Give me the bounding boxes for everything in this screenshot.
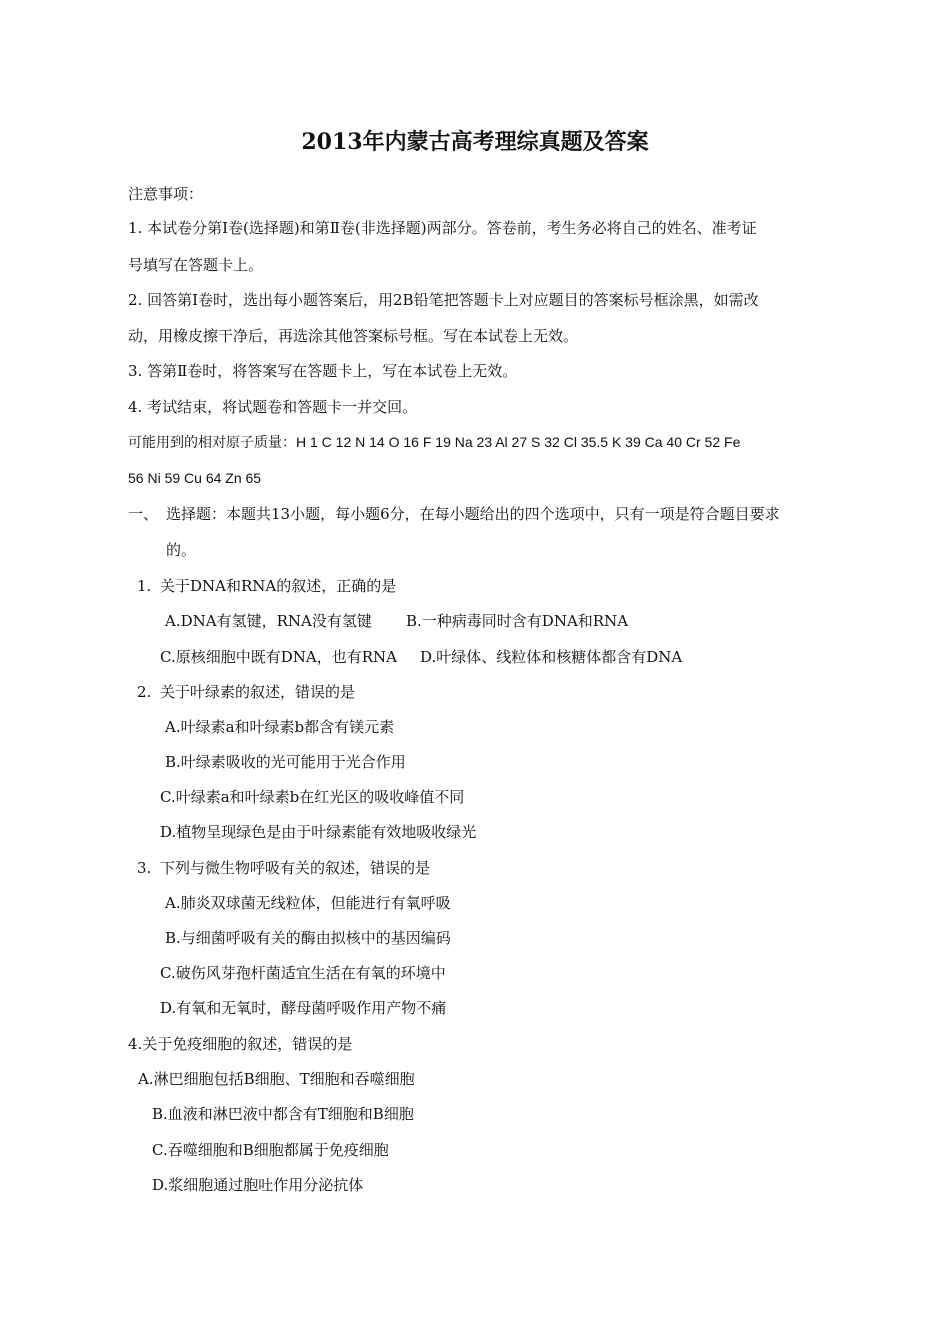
question-2-number: 2.	[137, 683, 152, 701]
question-1-option-d: D.叶绿体、线粒体和核糖体都含有DNA	[420, 648, 683, 666]
section-number: 一、	[128, 505, 159, 523]
page-title: 2013年内蒙古高考理综真题及答案	[301, 129, 649, 155]
question-3-option-b: B.与细菌呼吸有关的酶由拟核中的基因编码	[165, 929, 451, 947]
question-1-number: 1.	[137, 577, 152, 595]
question-4-option-d: D.浆细胞通过胞吐作用分泌抗体	[152, 1176, 364, 1194]
notice-item-1-line-1: 1. 本试卷分第Ⅰ卷(选择题)和第Ⅱ卷(非选择题)两部分。答卷前，考生务必将自己的姓名、准考证	[128, 219, 757, 237]
notice-item-2-line-1: 2. 回答第Ⅰ卷时，选出每小题答案后，用2B铅笔把答题卡上对应题目的答案标号框涂黑，如需改	[128, 291, 759, 309]
question-1-option-b: B.一种病毒同时含有DNA和RNA	[406, 612, 629, 630]
question-4-option-c: C.吞噬细胞和B细胞都属于免疫细胞	[152, 1141, 389, 1159]
question-1-stem: 关于DNA和RNA的叙述，正确的是	[160, 577, 397, 595]
question-1-option-c: C.原核细胞中既有DNA，也有RNA	[160, 648, 397, 666]
notice-item-3: 3. 答第Ⅱ卷时，将答案写在答题卡上，写在本试卷上无效。	[128, 362, 518, 380]
section-heading-line-1: 选择题：本题共13小题，每小题6分，在每小题给出的四个选项中，只有一项是符合题目要求	[166, 505, 780, 523]
question-4-option-b: B.血液和淋巴液中都含有T细胞和B细胞	[152, 1105, 414, 1123]
question-4-stem: 4.关于免疫细胞的叙述，错误的是	[128, 1035, 353, 1053]
question-3-option-a: A.肺炎双球菌无线粒体，但能进行有氧呼吸	[165, 894, 451, 912]
question-2-stem: 关于叶绿素的叙述，错误的是	[160, 683, 356, 701]
atomic-mass-line-2: 56 Ni 59 Cu 64 Zn 65	[128, 470, 262, 486]
question-3-number: 3.	[137, 859, 152, 877]
question-2-option-b: B.叶绿素吸收的光可能用于光合作用	[165, 753, 406, 771]
question-2-option-d: D.植物呈现绿色是由于叶绿素能有效地吸收绿光	[160, 823, 477, 841]
question-3-stem: 下列与微生物呼吸有关的叙述，错误的是	[160, 859, 431, 877]
notice-heading: 注意事项：	[128, 185, 204, 203]
section-heading-line-2: 的。	[166, 541, 197, 559]
question-1-option-a: A.DNA有氢键，RNA没有氢键	[165, 612, 372, 630]
question-2-option-c: C.叶绿素a和叶绿素b在红光区的吸收峰值不同	[160, 788, 465, 806]
question-2-option-a: A.叶绿素a和叶绿素b都含有镁元素	[165, 718, 395, 736]
question-4-option-a: A.淋巴细胞包括B细胞、T细胞和吞噬细胞	[138, 1070, 415, 1088]
question-3-option-d: D.有氧和无氧时，酵母菌呼吸作用产物不痛	[160, 999, 447, 1017]
notice-item-1-line-2: 号填写在答题卡上。	[128, 256, 264, 274]
notice-item-4: 4. 考试结束，将试题卷和答题卡一并交回。	[128, 398, 418, 416]
atomic-mass-line-1: 可能用到的相对原子质量：H 1 C 12 N 14 O 16 F 19 Na 23 Al 27 S 32 Cl 35.5 K 39 Ca 40 Cr 52 Fe	[128, 434, 741, 450]
question-3-option-c: C.破伤风芽孢杆菌适宜生活在有氧的环境中	[160, 964, 446, 982]
notice-item-2-line-2: 动，用橡皮擦干净后，再选涂其他答案标号框。写在本试卷上无效。	[128, 327, 579, 345]
